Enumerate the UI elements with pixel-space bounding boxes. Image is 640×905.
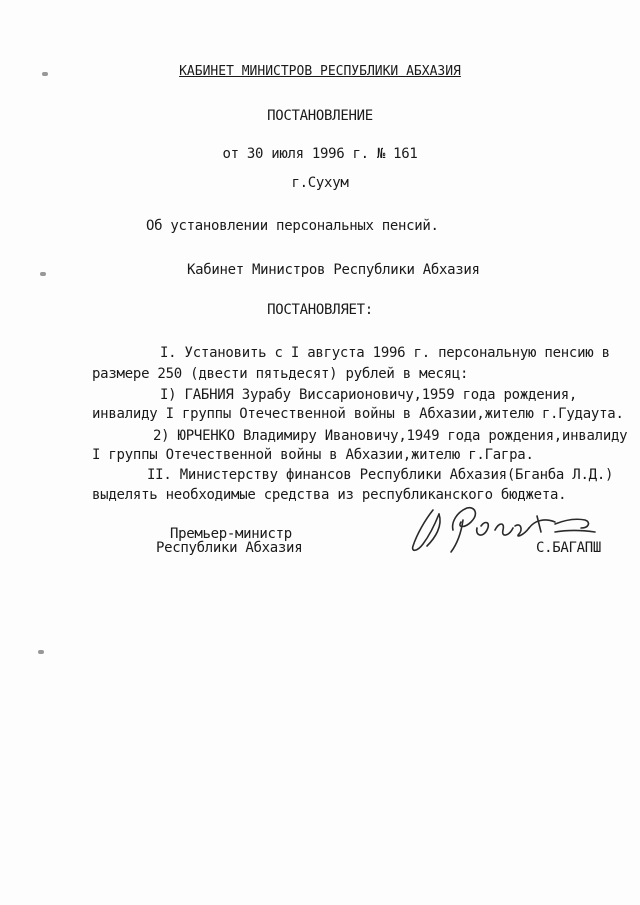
paragraph-1-line-1: I. Установить с I августа 1996 г. персональную пенсию в (160, 345, 610, 361)
item-1-line-2: инвалиду I группы Отечественной войны в Абхазии,жителю г.Гудаута. (92, 406, 624, 422)
signatory-name: С.БАГАПШ (536, 540, 602, 556)
city: г.Сухум (291, 175, 349, 191)
paragraph-2-line-2: выделять необходимые средства из республиканского бюджета. (92, 487, 567, 503)
item-2-line-2: I группы Отечественной войны в Абхазии,жителю г.Гагра. (92, 447, 534, 463)
item-2-line-1: 2) ЮРЧЕНКО Владимиру Ивановичу,1949 года рождения,инвалиду (153, 428, 628, 444)
item-1-line-1: I) ГАБНИЯ Зурабу Виссарионовичу,1959 года рождения, (160, 387, 578, 403)
subject-line: Об установлении персональных пенсий. (146, 218, 439, 234)
paragraph-1-line-2: размере 250 (двести пятьдесят) рублей в месяц: (92, 366, 469, 382)
document-type-heading: ПОСТАНОВЛЕНИЕ (267, 108, 373, 124)
punch-mark-3 (38, 650, 44, 654)
institution-heading: КАБИНЕТ МИНИСТРОВ РЕСПУБЛИКИ АБХАЗИЯ (179, 64, 461, 79)
paragraph-2-line-1: II. Министерству финансов Республики Абхазия(Бганба Л.Д.) (147, 467, 614, 483)
punch-mark-2 (40, 272, 46, 276)
decree-word: ПОСТАНОВЛЯЕТ: (267, 302, 373, 318)
date-number: от 30 июля 1996 г. № 161 (222, 146, 418, 162)
cabinet-line: Кабинет Министров Республики Абхазия (187, 262, 480, 278)
signatory-title-line-1: Премьер-министр (170, 526, 292, 542)
signatory-title-line-2: Республики Абхазия (156, 540, 303, 556)
